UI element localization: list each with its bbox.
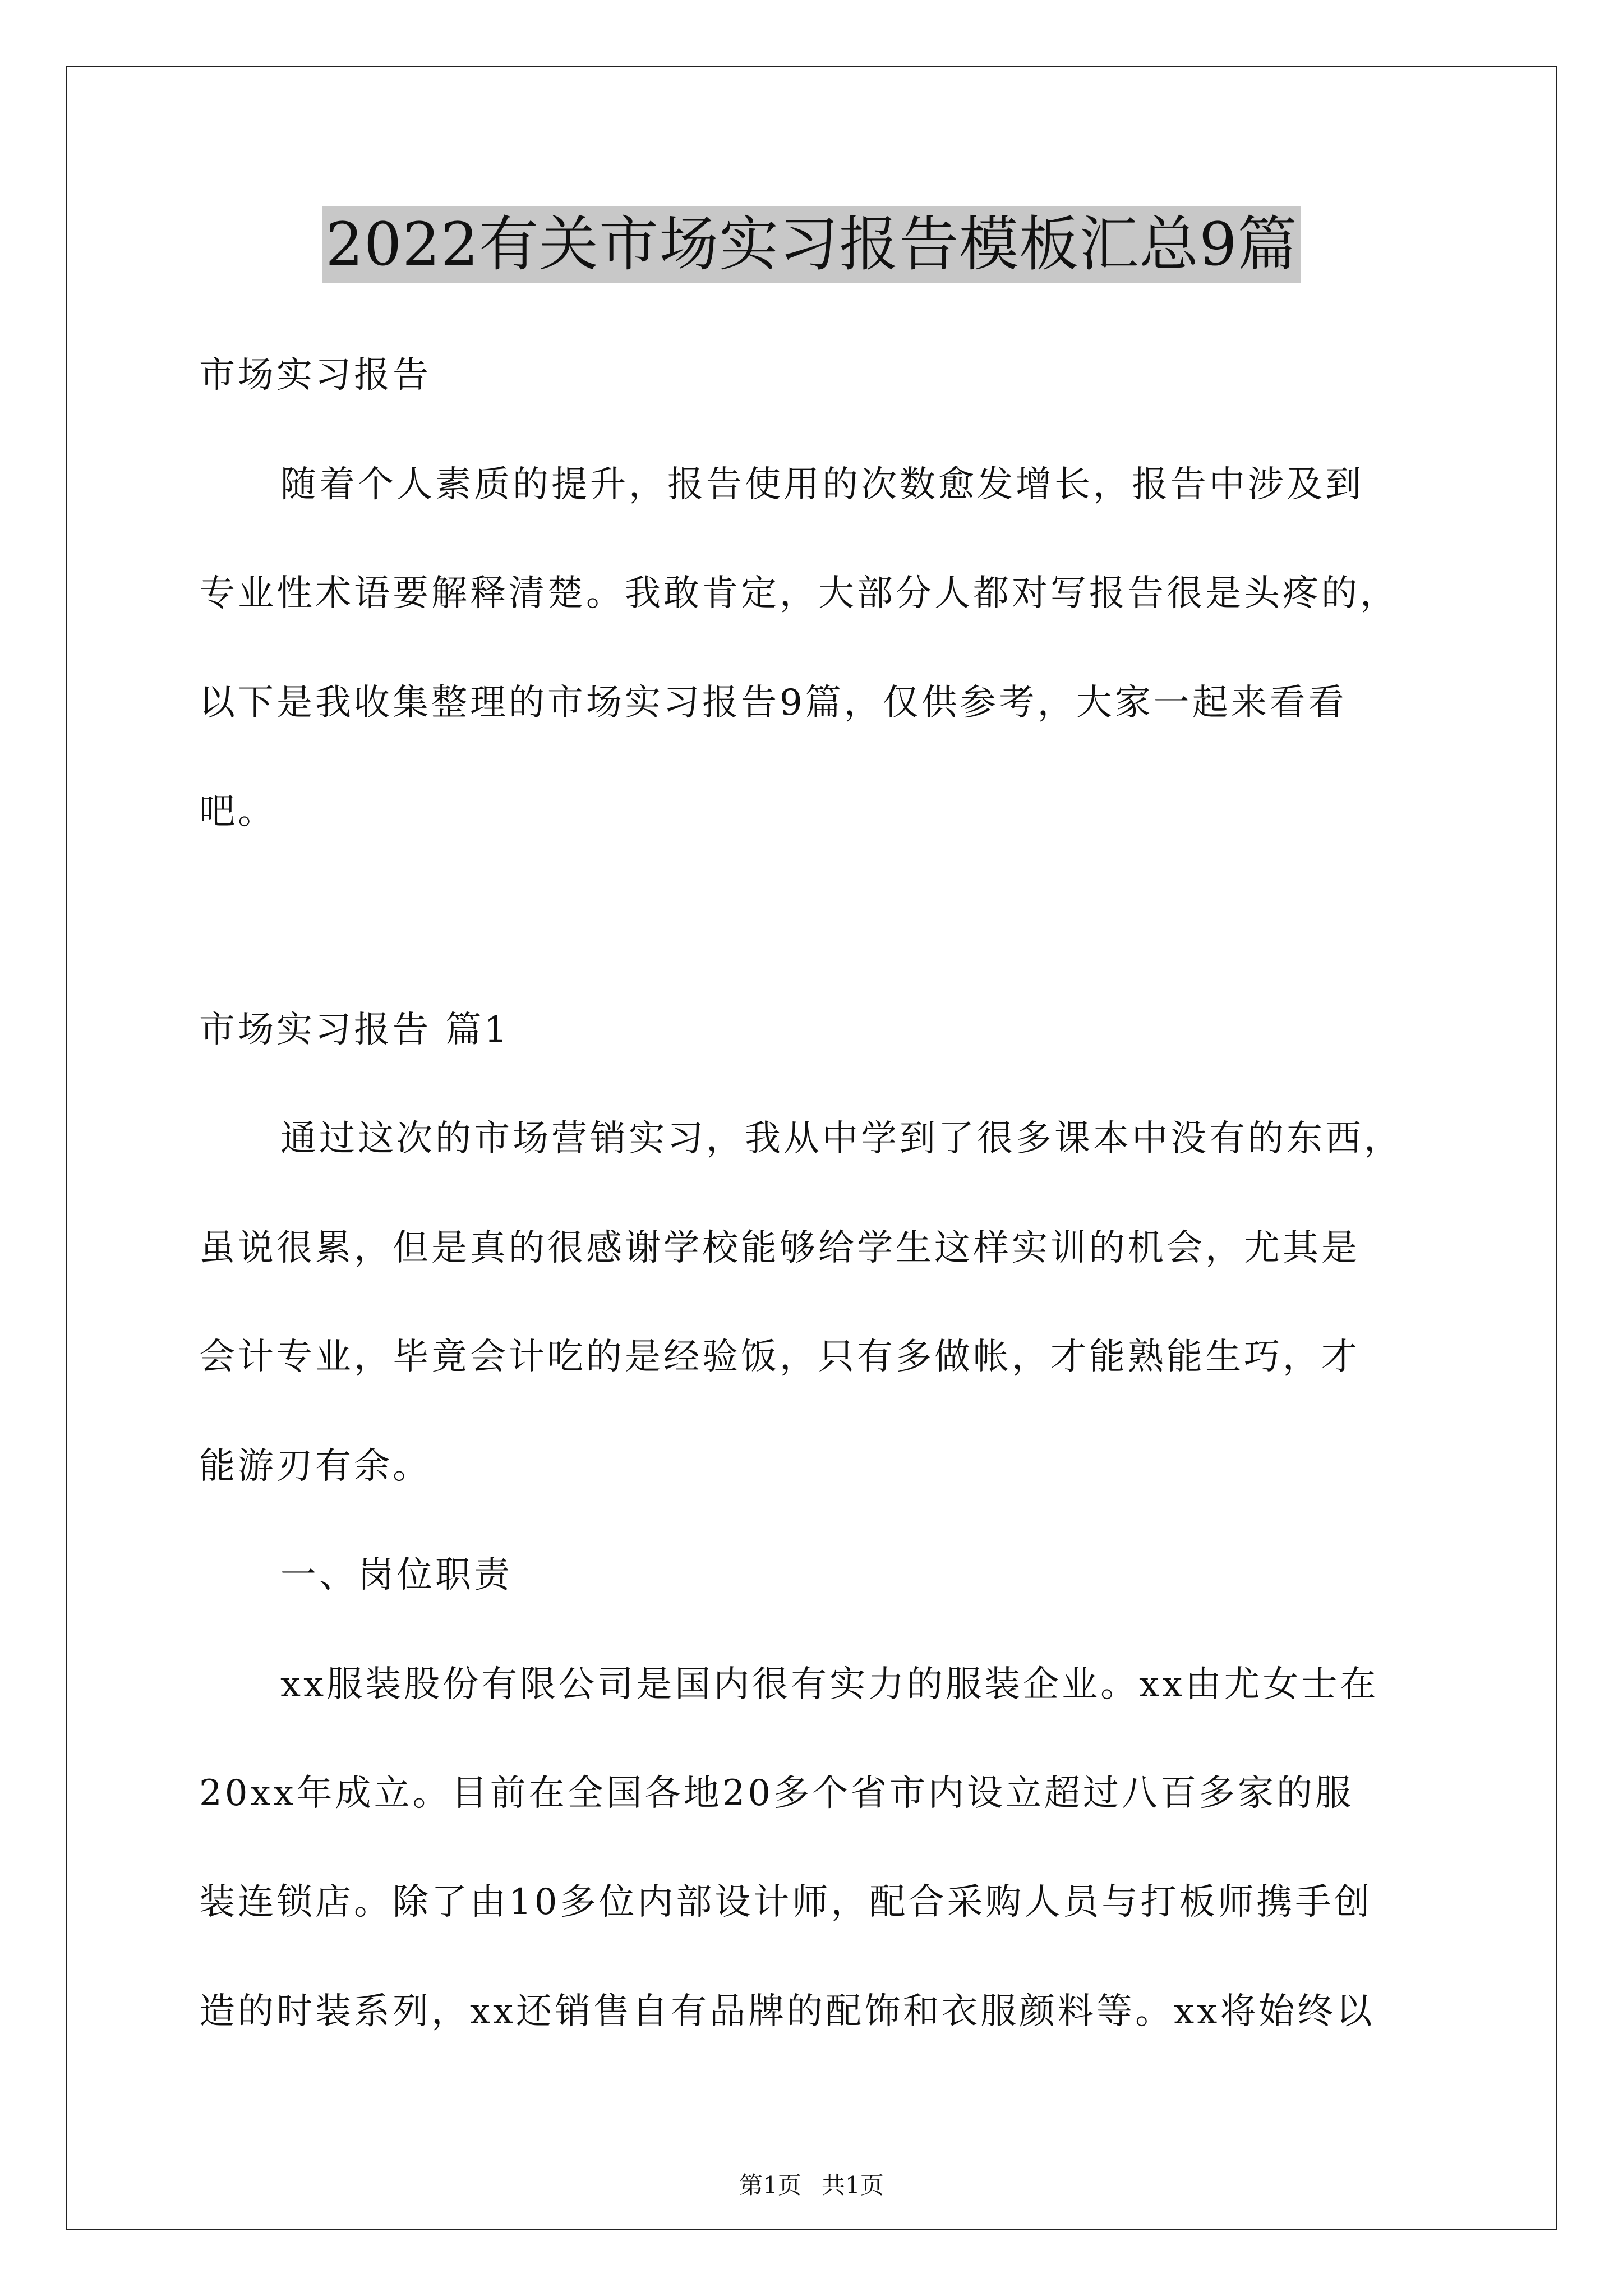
page-number: 第1页 [739,2171,801,2199]
paragraph-line: 20xx年成立。目前在全国各地20多个省市内设立超过八百多家的服 [199,1773,1354,1814]
paragraph-line: 随着个人素质的提升，报告使用的次数愈发增长，报告中涉及到 [280,464,1364,505]
paragraph-line: xx服装股份有限公司是国内很有实力的服装企业。xx由尤女士在 [280,1664,1379,1705]
paragraph-line: 虽说很累，但是真的很感谢学校能够给学生这样实训的机会，尤其是 [199,1227,1360,1269]
title-container [0,206,1623,283]
subheading-job-duties: 一、岗位职责 [280,1554,513,1596]
paragraph-line: 能游刃有余。 [199,1446,431,1487]
paragraph-line: 会计专业，毕竟会计吃的是经验饭，只有多做帐，才能熟能生巧，才 [199,1336,1360,1378]
paragraph-line: 通过这次的市场营销实习，我从中学到了很多课本中没有的东西， [280,1118,1403,1159]
section-heading-part1: 市场实习报告 篇1 [199,1009,510,1051]
document-title: 2022有关市场实习报告模板汇总9篇 [322,206,1301,283]
section-heading-report: 市场实习报告 [199,355,431,396]
paragraph-line: 吧。 [199,791,276,832]
paragraph-line: 以下是我收集整理的市场实习报告9篇，仅供参考，大家一起来看看 [199,682,1347,724]
page-footer [0,2170,1623,2201]
paragraph-line: 专业性术语要解释清楚。我敢肯定，大部分人都对写报告很是头疼的， [199,573,1399,614]
page-total: 共1页 [822,2171,884,2199]
paragraph-line: 造的时装系列，xx还销售自有品牌的配饰和衣服颜料等。xx将始终以 [199,1991,1375,2032]
paragraph-line: 装连锁店。除了由10多位内部设计师，配合采购人员与打板师携手创 [199,1881,1373,1923]
